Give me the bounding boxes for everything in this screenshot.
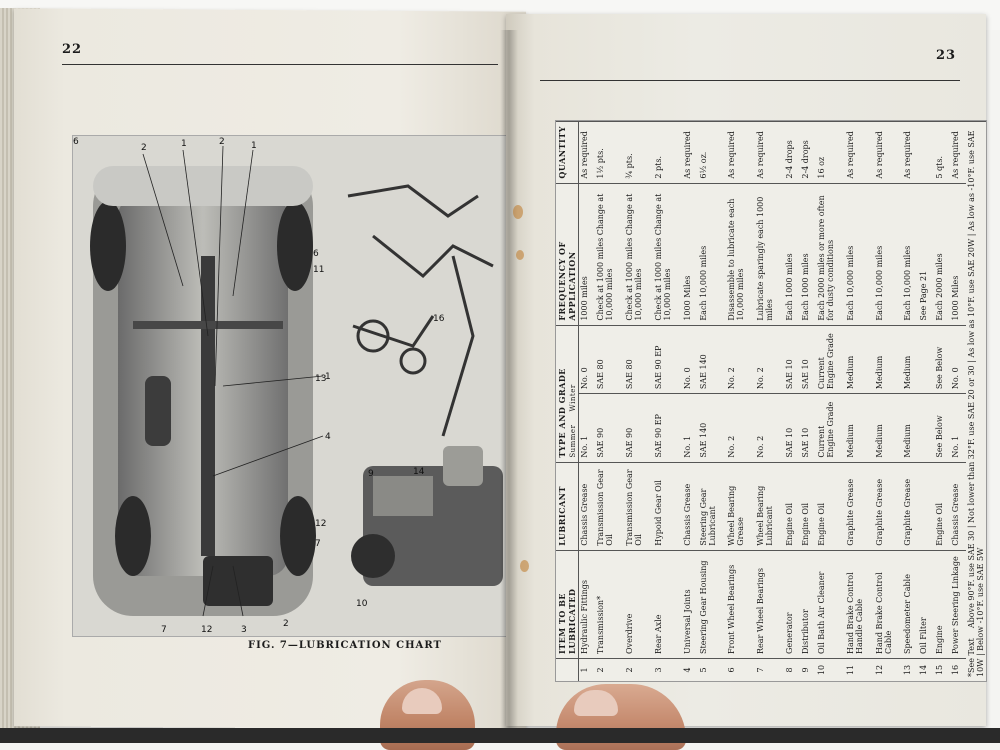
lubricant-cell: Chassis Grease xyxy=(950,462,966,550)
crossmember xyxy=(133,321,283,329)
engine-oil-grade: Not lower than 32°F. use SAE 20 or 30 xyxy=(967,365,976,523)
item-cell: Overdrive xyxy=(624,550,653,658)
callout-label: 14 xyxy=(413,467,425,477)
table-row xyxy=(579,122,596,682)
quantity-cell: ¾ pts. xyxy=(624,122,653,184)
front-suspension-drawing xyxy=(348,186,493,436)
row-number: 15 xyxy=(934,659,950,682)
quantity-cell: 2-4 drops xyxy=(784,122,800,184)
lubricant-cell: Transmission Gear Oil xyxy=(624,462,653,550)
table-row xyxy=(595,122,624,682)
lubricant-cell: Engine Oil xyxy=(934,462,950,550)
row-number: 4 xyxy=(682,659,698,682)
quantity-cell: 16 oz xyxy=(816,122,845,184)
winter-grade-cell: SAE 10 xyxy=(784,325,800,394)
callout-label: 6 xyxy=(313,249,319,259)
item-cell: Oil Filter xyxy=(918,550,934,658)
winter-grade-cell xyxy=(918,325,934,394)
callout-label: 2 xyxy=(141,143,147,153)
table-footer-row xyxy=(966,122,986,682)
summer-grade-cell: No. 2 xyxy=(755,394,784,463)
lubricant-cell: Steering Gear Lubricant xyxy=(698,462,727,550)
winter-grade-cell: SAE 90 EP xyxy=(653,325,682,394)
row-number: 1 xyxy=(579,659,596,682)
summer-grade-cell: SAE 10 xyxy=(800,394,816,463)
engine-oil-grade: As low as -10°F. use SAE 10W xyxy=(967,130,985,677)
frequency-cell: Check at 1000 miles Change at 10,000 miles xyxy=(624,183,653,325)
item-cell: Hand Brake Control Cable xyxy=(874,550,903,658)
frequency-cell: 1000 Miles xyxy=(682,183,698,325)
table-row xyxy=(800,122,816,682)
frequency-cell: Each 2000 miles xyxy=(934,183,950,325)
row-number: 16 xyxy=(950,659,966,682)
row-number: 13 xyxy=(902,659,918,682)
lubrication-chart-figure xyxy=(72,135,528,637)
engine-oil-grade: As low as 10°F. use SAE 20W xyxy=(967,238,976,358)
quantity-cell: 1½ pts. xyxy=(595,122,624,184)
frequency-cell: 1000 miles xyxy=(579,183,596,325)
lubricant-cell: Wheel Bearing Grease xyxy=(726,462,755,550)
quantity-cell: As required xyxy=(755,122,784,184)
row-number: 2 xyxy=(595,659,624,682)
winter-grade-cell: Medium xyxy=(874,325,903,394)
table-row xyxy=(698,122,727,682)
table-row xyxy=(653,122,682,682)
lubricant-cell: Graphite Grease xyxy=(845,462,874,550)
lubricant-cell: Chassis Grease xyxy=(682,462,698,550)
rear-left-wheel xyxy=(115,496,151,576)
winter-grade-cell: SAE 10 xyxy=(800,325,816,394)
summer-grade-cell: SAE 10 xyxy=(784,394,800,463)
table-row xyxy=(682,122,698,682)
front-right-wheel xyxy=(277,201,313,291)
quantity-cell: As required xyxy=(874,122,903,184)
winter-grade-cell: No. 0 xyxy=(682,325,698,394)
row-number: 11 xyxy=(845,659,874,682)
header-item: ITEM TO BE LUBRICATED xyxy=(556,550,579,658)
quantity-cell: As required xyxy=(682,122,698,184)
table-row xyxy=(902,122,918,682)
engine-drawing xyxy=(351,446,503,586)
item-cell: Universal Joints xyxy=(682,550,698,658)
summer-grade-cell: SAE 140 xyxy=(698,394,727,463)
winter-grade-cell: No. 0 xyxy=(579,325,596,394)
frequency-cell: Each 10,000 miles xyxy=(874,183,903,325)
item-cell: Engine xyxy=(934,550,950,658)
frequency-cell: Each 10,000 miles xyxy=(698,183,727,325)
summer-grade-cell: No. 1 xyxy=(682,394,698,463)
muffler xyxy=(145,376,171,446)
frequency-cell: 1000 Miles xyxy=(950,183,966,325)
callout-label: 11 xyxy=(313,265,325,275)
table-row xyxy=(950,122,966,682)
table-footer: *See Text Above 90°F. use SAE 30 | Not lower than 32°F. use SAE 20 or 30 | As low as 10°F. use SAE 20W | As low as -10°F. use SAE 10W | Below -10°F. use SAE 5W xyxy=(966,122,986,682)
lubricant-cell: Engine Oil xyxy=(784,462,800,550)
front-bumper xyxy=(93,166,313,206)
table-surface xyxy=(0,728,1000,743)
paper-stain xyxy=(513,205,523,219)
item-cell: Hydraulic Fittings xyxy=(579,550,596,658)
item-cell: Speedometer Cable xyxy=(902,550,918,658)
summer-grade-cell: See Below xyxy=(934,394,950,463)
table-header-row xyxy=(556,122,579,682)
right-page-number: 23 xyxy=(936,48,957,63)
fuel-tank xyxy=(203,556,273,606)
callout-label: 1 xyxy=(325,372,331,382)
callout-label: 2 xyxy=(219,137,225,147)
quantity-cell: 2 pts. xyxy=(653,122,682,184)
table-row xyxy=(845,122,874,682)
frequency-cell: Disassemble to lubricate each 10,000 miles xyxy=(726,183,755,325)
header-number xyxy=(556,659,579,682)
callout-label: 9 xyxy=(368,469,374,479)
header-lubricant: LUBRICANT xyxy=(556,462,579,550)
row-number: 7 xyxy=(755,659,784,682)
header-type-grade xyxy=(556,325,579,462)
quantity-cell: As required xyxy=(579,122,596,184)
frequency-cell: See Page 21 xyxy=(918,183,934,325)
header-summer: Summer xyxy=(569,424,577,458)
quantity-cell: 5 qts. xyxy=(934,122,950,184)
paper-stain xyxy=(520,560,529,572)
callout-label: 4 xyxy=(325,432,331,442)
frequency-cell: Check at 1000 miles Change at 10,000 miles xyxy=(595,183,624,325)
chassis-illustration xyxy=(73,136,527,636)
frequency-cell: Lubricate sparingly each 1000 miles xyxy=(755,183,784,325)
figure-caption: FIG. 7—LUBRICATION CHART xyxy=(248,640,442,651)
header-quantity: QUANTITY xyxy=(556,122,579,184)
table-row xyxy=(816,122,845,682)
callout-label: 7 xyxy=(315,539,321,549)
right-page-header-rule xyxy=(540,80,960,81)
frequency-cell: Each 1000 miles xyxy=(800,183,816,325)
lubrication-table xyxy=(556,121,986,681)
header-type-grade-label: TYPE AND GRADE xyxy=(557,368,567,458)
frequency-cell: Each 10,000 miles xyxy=(902,183,918,325)
left-page-header-rule xyxy=(62,64,498,65)
row-number: 2 xyxy=(624,659,653,682)
winter-grade-cell: Current Engine Grade xyxy=(816,325,845,394)
item-cell: Generator xyxy=(784,550,800,658)
item-cell: Steering Gear Housing xyxy=(698,550,727,658)
table-row xyxy=(934,122,950,682)
row-number: 9 xyxy=(800,659,816,682)
winter-grade-cell: Medium xyxy=(902,325,918,394)
row-number: 8 xyxy=(784,659,800,682)
winter-grade-cell: Medium xyxy=(845,325,874,394)
callout-label: 7 xyxy=(161,625,167,635)
header-winter: Winter xyxy=(569,384,577,412)
quantity-cell: 2-4 drops xyxy=(800,122,816,184)
summer-grade-cell: Medium xyxy=(845,394,874,463)
winter-grade-cell: SAE 80 xyxy=(624,325,653,394)
winter-grade-cell: No. 2 xyxy=(726,325,755,394)
winter-grade-cell: SAE 80 xyxy=(595,325,624,394)
row-number: 10 xyxy=(816,659,845,682)
frequency-cell: Check at 1000 miles Change at 10,000 miles xyxy=(653,183,682,325)
callout-label: 10 xyxy=(356,599,368,609)
table-row xyxy=(755,122,784,682)
summer-grade-cell: SAE 90 xyxy=(595,394,624,463)
callout-label: 1 xyxy=(251,141,257,151)
callout-label: 3 xyxy=(241,625,247,635)
lubricant-cell: Transmission Gear Oil xyxy=(595,462,624,550)
winter-grade-cell: SAE 140 xyxy=(698,325,727,394)
lubricant-cell: Graphite Grease xyxy=(902,462,918,550)
item-cell: Transmission* xyxy=(595,550,624,658)
left-page-number: 22 xyxy=(62,42,83,57)
table-row xyxy=(918,122,934,682)
row-number: 6 xyxy=(726,659,755,682)
summer-grade-cell: No. 2 xyxy=(726,394,755,463)
row-number: 5 xyxy=(698,659,727,682)
item-cell: Rear Axle xyxy=(653,550,682,658)
callout-label: 1 xyxy=(181,139,187,149)
item-cell: Distributor xyxy=(800,550,816,658)
summer-grade-cell: Medium xyxy=(874,394,903,463)
table-row xyxy=(624,122,653,682)
winter-grade-cell: See Below xyxy=(934,325,950,394)
winter-grade-cell: No. 0 xyxy=(950,325,966,394)
callout-label: 2 xyxy=(283,619,289,629)
callout-label: 12 xyxy=(315,519,327,529)
table-row xyxy=(726,122,755,682)
quantity-cell: As required xyxy=(726,122,755,184)
table-row xyxy=(874,122,903,682)
quantity-cell: 6½ oz. xyxy=(698,122,727,184)
quantity-cell: As required xyxy=(902,122,918,184)
callout-label: 13 xyxy=(315,374,327,384)
quantity-cell xyxy=(918,122,934,184)
frequency-cell: Each 1000 miles xyxy=(784,183,800,325)
item-cell: Rear Wheel Bearings xyxy=(755,550,784,658)
summer-grade-cell: SAE 90 xyxy=(624,394,653,463)
table-row xyxy=(784,122,800,682)
rear-right-wheel xyxy=(280,496,316,576)
winter-grade-cell: No. 2 xyxy=(755,325,784,394)
summer-grade-cell: No. 1 xyxy=(579,394,596,463)
footnote: *See Text xyxy=(967,638,976,677)
item-cell: Hand Brake Control Handle Cable xyxy=(845,550,874,658)
item-cell: Front Wheel Bearings xyxy=(726,550,755,658)
lubricant-cell: Wheel Bearing Lubricant xyxy=(755,462,784,550)
engine-oil-grade: Below -10°F. use SAE 5W xyxy=(976,547,985,651)
paper-stain xyxy=(516,250,524,260)
callout-label: 12 xyxy=(201,625,213,635)
lubricant-cell: Graphite Grease xyxy=(874,462,903,550)
engine-oil-grade: Above 90°F. use SAE 30 xyxy=(967,530,976,629)
summer-grade-cell: SAE 90 EP xyxy=(653,394,682,463)
row-number: 3 xyxy=(653,659,682,682)
row-number: 14 xyxy=(918,659,934,682)
quantity-cell: As required xyxy=(845,122,874,184)
summer-grade-cell: No. 1 xyxy=(950,394,966,463)
header-frequency: FREQUENCY OF APPLICATION xyxy=(556,183,579,325)
lubricant-cell: Engine Oil xyxy=(800,462,816,550)
lubricant-cell: Engine Oil xyxy=(816,462,845,550)
frequency-cell: Each 2000 miles or more often for dusty conditions xyxy=(816,183,845,325)
table-body xyxy=(579,122,967,682)
lubricant-cell: Chassis Grease xyxy=(579,462,596,550)
frequency-cell: Each 10,000 miles xyxy=(845,183,874,325)
summer-grade-cell xyxy=(918,394,934,463)
row-number: 12 xyxy=(874,659,903,682)
item-cell: Power Steering Linkage xyxy=(950,550,966,658)
item-cell: Oil Bath Air Cleaner xyxy=(816,550,845,658)
front-left-wheel xyxy=(90,201,126,291)
summer-grade-cell: Current Engine Grade xyxy=(816,394,845,463)
lubricant-cell: Hypoid Gear Oil xyxy=(653,462,682,550)
summer-grade-cell: Medium xyxy=(902,394,918,463)
callout-label: 6 xyxy=(73,137,79,147)
quantity-cell: As required xyxy=(950,122,966,184)
book-gutter-shadow xyxy=(500,30,518,730)
callout-label: 16 xyxy=(433,314,445,324)
lubricant-cell xyxy=(918,462,934,550)
rotated-table-container xyxy=(556,121,986,681)
lubrication-table-frame xyxy=(555,120,987,682)
